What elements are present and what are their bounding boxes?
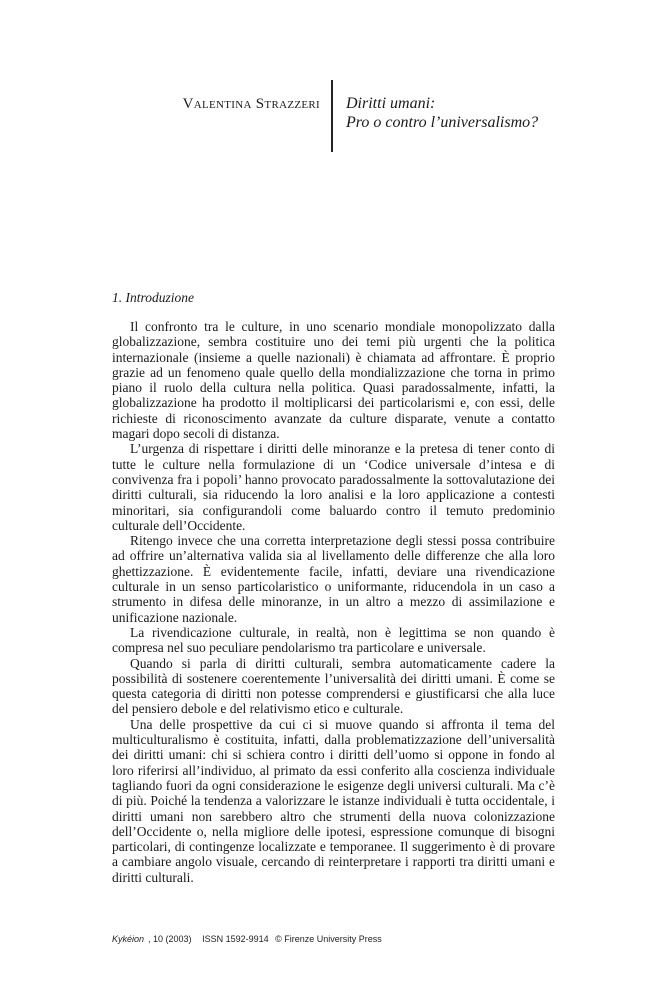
paragraph: Una delle prospettive da cui ci si muove quando si affronta il tema del multiculturalismo è costituita, infatti, dalla problematizzazione dell’universalità dei diritti umani: chi si schiera contro i diritti dell’uomo si oppone in fondo al loro riferirsi all’individuo, al primato da essi conferito alla coscienza individuale tagliando fuori da ogni considerazione le esigenze degli universi culturali. Ma c’è di più. Poiché la tendenza a valorizzare le istanze individuali è tutta occidentale, i diritti umani non sarebbero altro che strumenti della nuova colonizzazione dell’Occidente o, nella migliore delle ipotesi, espressione comunque di bisogni particolari, di contingenze localizzate e temporanee. Il suggerimento è di provare a cambiare angolo visuale, cercando di reinterpretare i rapporti tra diritti umani e diritti culturali. <box>112 716 555 885</box>
paragraph: Ritengo invece che una corretta interpretazione degli stessi possa contribuire ad offrire un’alternativa valida sia al livellamento delle differenze che alla loro ghettizzazione. È evidentemente facile, infatti, deviare una rivendicazione culturale in un senso particolaristico o uniformante, riducendola in un caso a strumento in difesa delle minoranze, in un altro a mezzo di assimilazione e unificazione nazionale. <box>112 533 555 625</box>
article-body <box>112 319 555 885</box>
journal-name: Kykéion , 10 (2003) <box>112 934 192 944</box>
section-heading: 1. Introduzione <box>112 290 194 305</box>
title-line-1: Diritti umani: <box>346 95 436 112</box>
article-title <box>346 94 538 132</box>
publisher: © Firenze University Press <box>275 934 382 944</box>
author-name: Valentina Strazzeri <box>182 96 320 112</box>
article-header <box>0 80 650 152</box>
paragraph: Quando si parla di diritti culturali, sembra automaticamente cadere la possibilità di sostenere coerentemente l’universalità dei diritti umani. È come se questa categoria di diritti non potesse comprendersi e giustificarsi che alla luce del pensiero debole e del relativismo etico e culturale. <box>112 655 555 717</box>
paragraph: La rivendicazione culturale, in realtà, non è legittima se non quando è compresa nel suo peculiare pendolarismo tra particolare e universale. <box>112 624 555 656</box>
paragraph: L’urgenza di rispettare i diritti delle minoranze e la pretesa di tener conto di tutte le culture nella formulazione di un ‘Codice universale d’intesa e di convivenza fra i popoli’ hanno provocato paradossalmente la sottovalutazione dei diritti culturali, sia riducendo la loro analisi e la loro applicazione a contesti minoritari, sia configurandoli come baluardo contro il temuto predominio culturale dell’Occidente. <box>112 441 555 533</box>
page-footer <box>112 934 386 944</box>
header-divider <box>331 80 333 152</box>
issn: ISSN 1592-9914 <box>202 934 269 944</box>
paragraph: Il confronto tra le culture, in uno scenario mondiale monopolizzato dalla globalizzazione, sembra costituire uno dei temi più urgenti che la politica internazionale (insieme a quelle nazionali) è chiamata ad affrontare. È proprio grazie ad un fenomeno quale quello della mondializzazione che torna in primo piano il ruolo della cultura nella politica. Quasi paradossalmente, infatti, la globalizzazione ha prodotto il moltiplicarsi dei particolarismi e, con essi, delle richieste di riconoscimento avanzate da culture disparate, venute a contatto magari dopo secoli di distanza. <box>112 319 555 442</box>
title-line-2: Pro o contro l’universalismo? <box>346 114 539 131</box>
